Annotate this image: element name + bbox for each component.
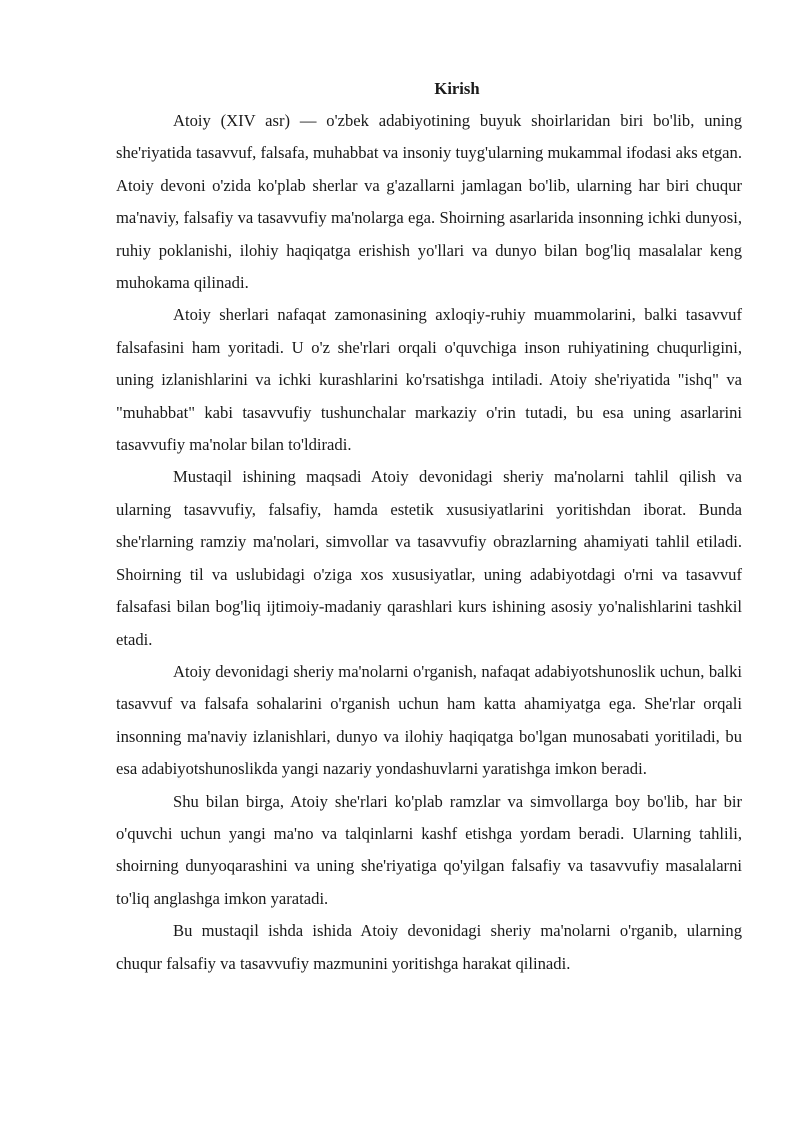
paragraph-1: Atoiy (XIV asr) — o'zbek adabiyotining buyuk shoirlaridan biri bo'lib, uning she'riyatida tasavvuf, falsafa, muhabbat va insoniy tuyg'ularning mukammal ifodasi aks etgan. Atoiy devoni o'zida ko'plab sherlar va g'azallarni jamlagan bo'lib, ularning har biri chuqur ma'naviy, falsafiy va tasavvufiy ma'nolarga ega. Shoirning asarlarida insonning ichki dunyosi, ruhiy poklanishi, ilohiy haqiqatga erishish yo'llari va dunyo bilan bog'liq masalalar keng muhokama qilinadi. [116,111,742,293]
page-title: Kirish [434,79,480,98]
document-page [116,73,742,980]
paragraph-2: Atoiy sherlari nafaqat zamonasining axloqiy-ruhiy muammolarini, balki tasavvuf falsafasini ham yoritadi. U o'z she'rlari orqali o'quvchiga inson ruhiyatining chuqurligini, uning izlanishlarini va ichki kurashlarini ko'rsatishga intiladi. Atoiy she'riyatida "ishq" va "muhabbat" kabi tasavvufiy tushunchalar markaziy o'rin tutadi, bu esa uning asarlarini tasavvufiy ma'nolar bilan to'ldiradi. [116,305,742,455]
paragraph-3: Mustaqil ishining maqsadi Atoiy devonidagi sheriy ma'nolarni tahlil qilish va ularning tasavvufiy, falsafiy, hamda estetik xususiyatlarini yoritishdan iborat. Bunda she'rlarning ramziy ma'nolari, simvollar va tasavvufiy obrazlarning ahamiyati tahlil etiladi. Shoirning til va uslubidagi o'ziga xos xususiyatlar, uning adabiyotdagi o'rni va tasavvuf falsafasi bilan bog'liq ijtimoiy-madaniy qarashlari kurs ishining asosiy yo'nalishlarini tashkil etadi. [116,467,742,649]
paragraph-5: Shu bilan birga, Atoiy she'rlari ko'plab ramzlar va simvollarga boy bo'lib, har bir o'quvchi uchun yangi ma'no va talqinlarni kashf etishga yordam beradi. Ularning tahlili, shoirning dunyoqarashini va uning she'riyatiga qo'yilgan falsafiy va tasavvufiy masalalarni to'liq anglashga imkon yaratadi. [116,791,742,908]
paragraph-4: Atoiy devonidagi sheriy ma'nolarni o'rganish, nafaqat adabiyotshunoslik uchun, balki tasavvuf va falsafa sohalarini o'rganish uchun ham katta ahamiyatga ega. She'rlar orqali insonning ma'naviy izlanishlari, dunyo va ilohiy haqiqatga bo'lgan munosabati yoritiladi, bu esa adabiyotshunoslikda yangi nazariy yondashuvlarni yaratishga imkon beradi. [116,661,742,779]
paragraph-6: Bu mustaqil ishda ishida Atoiy devonidagi sheriy ma'nolarni o'rganib, ularning chuqur falsafiy va tasavvufiy mazmunini yoritishga harakat qilinadi. [116,921,742,973]
